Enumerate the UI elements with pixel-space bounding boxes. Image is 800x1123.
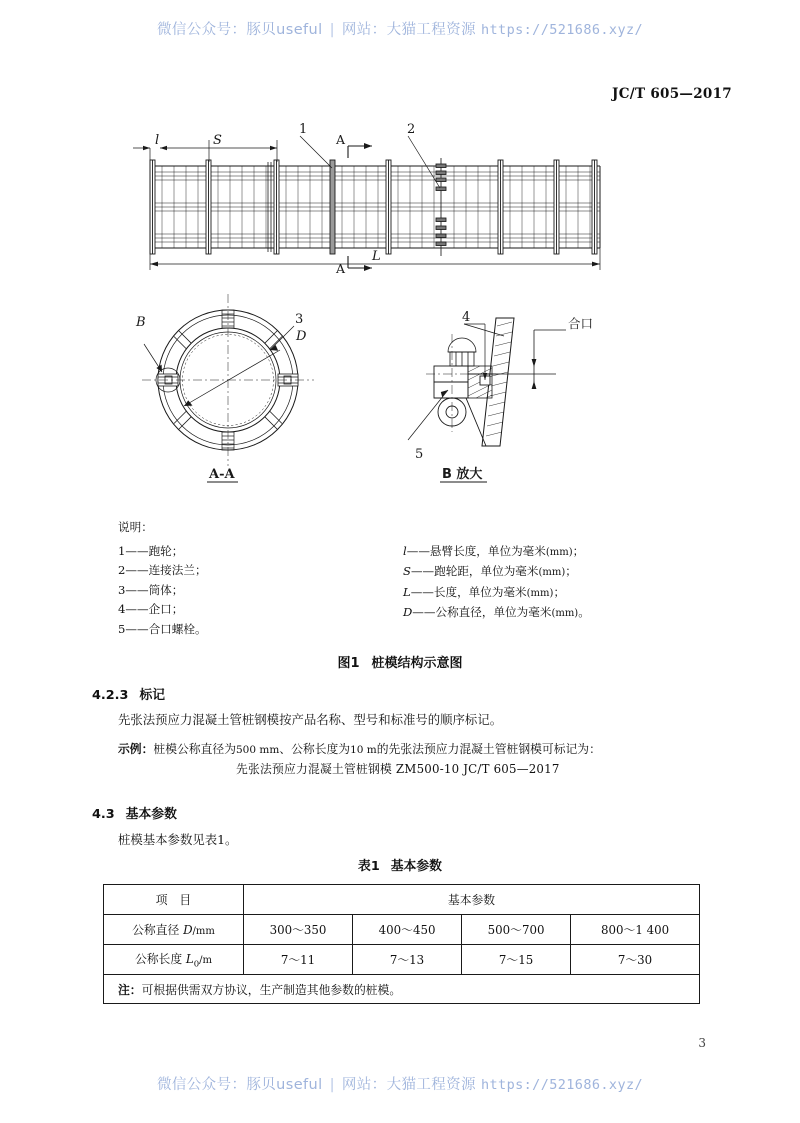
dim-label-L: L [372, 249, 381, 264]
legend-item: 4——企口； [118, 602, 184, 616]
watermark-wechat-value: 豚贝useful [246, 1077, 323, 1093]
legend-title: 说明： [118, 520, 153, 534]
legend-unit: (mm) [545, 546, 573, 558]
row-label-symbol: L [185, 951, 194, 966]
row-label-diameter [104, 915, 244, 945]
legend-unit: (mm) [551, 608, 579, 619]
row-label-symbol: D [183, 923, 193, 937]
table-header-row [104, 885, 700, 915]
watermark-url: https://521686.xyz/ [481, 22, 644, 38]
legend-text: ——公称直径，单位为毫米 [412, 605, 552, 619]
section-title: 基本参数 [125, 807, 177, 822]
table-header-item: 项 目 [104, 885, 244, 915]
example-text-1: 桩模公称直径为 [153, 742, 236, 756]
legend-item: 1——跑轮； [118, 543, 184, 558]
legend-text: ——长度，单位为毫米 [410, 584, 527, 599]
watermark-separator: | [329, 1077, 335, 1093]
legend-end: ； [572, 543, 585, 558]
legend-end: 。 [578, 605, 590, 619]
section-heading-4-2-3 [92, 684, 165, 703]
paragraph-marking: 先张法预应力混凝土管桩钢模按产品名称、型号和标准号的顺序标记。 [118, 712, 503, 727]
example-line-1 [118, 740, 601, 757]
watermark-site-value: 大猫工程资源 [386, 22, 476, 38]
table-header-params: 基本参数 [244, 885, 700, 915]
section-heading-4-3 [92, 803, 177, 822]
dim-label-l: l [155, 133, 160, 148]
legend-symbol: l [403, 543, 407, 558]
figure-caption-title: 桩模结构示意图 [371, 656, 463, 671]
legend-item [403, 583, 718, 604]
legend-item [403, 603, 718, 624]
paragraph-basic-params: 桩模基本参数见表1。 [118, 832, 238, 847]
legend-symbol: D [403, 605, 413, 619]
watermark-wechat-value: 豚贝useful [246, 22, 323, 38]
callout-4: 4 [462, 310, 471, 325]
page-number: 3 [698, 1036, 706, 1050]
legend-item: 5——合口螺栓。 [118, 621, 207, 636]
section-mark-A-bottom: A [336, 261, 346, 276]
legend-unit: (mm) [538, 567, 566, 578]
basic-parameters-table [103, 884, 700, 1004]
watermark-wechat-label: 微信公众号： [156, 1077, 247, 1093]
table-cell: 400～450 [353, 915, 462, 945]
table-note-text: 可根据供需双方协议，生产制造其他参数的桩模。 [141, 982, 402, 997]
row-label-unit: /m [199, 954, 213, 966]
table-caption-number: 表1 [358, 859, 380, 874]
row-label-text: 公称直径 [132, 923, 184, 937]
standard-number-header: JC/T 605—2017 [612, 86, 732, 102]
table-cell: 800～1 400 [571, 915, 700, 945]
legend-column-left [118, 542, 403, 640]
example-text-3: 的先张法预应力混凝土管桩钢模可标记为： [376, 742, 601, 756]
table-note-label: 注： [118, 982, 142, 997]
table-cell: 7～15 [462, 945, 571, 975]
legend-column-right [403, 542, 718, 640]
legend-text: ——悬臂长度，单位为毫米 [406, 543, 546, 558]
table-cell: 300～350 [244, 915, 353, 945]
watermark-site-label: 网站： [341, 1077, 387, 1093]
figure-legend [118, 518, 718, 639]
dim-label-S: S [213, 133, 222, 148]
legend-item: 2——连接法兰； [118, 563, 207, 577]
table-row [104, 915, 700, 945]
table-cell: 7～13 [353, 945, 462, 975]
pile-mold-svg [0, 118, 800, 508]
watermark-separator: | [329, 22, 335, 38]
callout-3: 3 [295, 312, 304, 327]
table-cell: 7～11 [244, 945, 353, 975]
legend-unit: (mm) [526, 587, 554, 599]
legend-item: 3——筒体； [118, 582, 184, 597]
figure-1-drawing [0, 118, 800, 508]
section-number: 4.3 [92, 807, 115, 822]
row-label-subscript: 0 [193, 959, 200, 970]
section-title-AA: A-A [209, 467, 235, 482]
watermark-wechat-label: 微信公众号： [156, 22, 247, 38]
figure-caption [0, 652, 800, 671]
watermark-site-value: 大猫工程资源 [386, 1077, 476, 1093]
label-D: D [296, 329, 307, 344]
label-B: B [136, 315, 146, 330]
joint-label: 合口 [568, 316, 594, 331]
table-row [104, 945, 700, 975]
legend-end: ； [565, 564, 577, 578]
example-line-2: 先张法预应力混凝土管桩钢模 ZM500-10 JC/T 605—2017 [236, 762, 560, 776]
section-mark-A-top: A [336, 132, 346, 147]
legend-symbol: S [403, 564, 411, 578]
legend-end: ； [553, 584, 566, 599]
table-cell: 7～30 [571, 945, 700, 975]
callout-5: 5 [415, 447, 424, 462]
legend-item [403, 542, 718, 563]
example-label: 示例： [118, 742, 154, 756]
table-caption [0, 855, 800, 874]
row-label-length [104, 945, 244, 975]
legend-item [403, 562, 718, 583]
watermark-bottom [0, 1073, 800, 1094]
callout-2: 2 [407, 122, 416, 137]
section-title: 标记 [139, 688, 166, 703]
example-value-diameter: 500 mm [236, 744, 280, 756]
row-label-unit: /mm [192, 926, 215, 937]
legend-symbol: L [403, 584, 411, 599]
example-text-2: 、公称长度为 [279, 742, 351, 756]
watermark-site-label: 网站： [341, 22, 387, 38]
figure-caption-number: 图1 [337, 656, 360, 671]
row-label-text: 公称长度 [134, 951, 186, 966]
section-number: 4.2.3 [92, 688, 129, 703]
watermark-url: https://521686.xyz/ [481, 1077, 644, 1093]
callout-1: 1 [299, 122, 308, 137]
table-cell: 500～700 [462, 915, 571, 945]
example-value-length: 10 m [350, 744, 377, 756]
legend-text: ——跑轮距，单位为毫米 [410, 564, 539, 578]
table-caption-title: 基本参数 [390, 859, 442, 874]
table-note-row [104, 975, 700, 1004]
watermark-top [0, 18, 800, 39]
detail-title-B: B 放大 [442, 467, 483, 482]
table-note [104, 975, 700, 1004]
